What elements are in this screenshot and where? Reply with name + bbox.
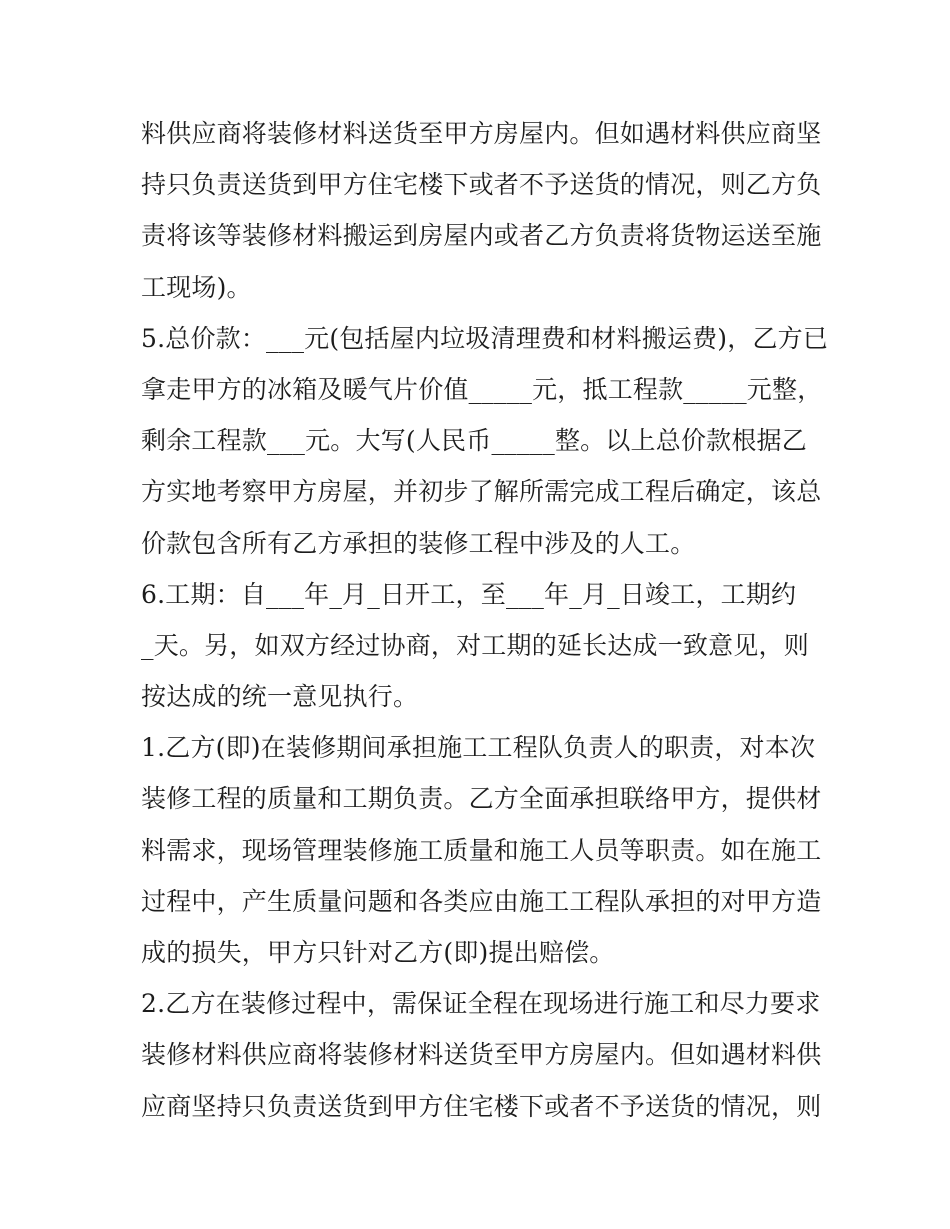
text-line: 方实地考察甲方房屋，并初步了解所需完成工程后确定，该总 xyxy=(141,477,822,507)
text-line: 2.乙方在装修过程中，需保证全程在现场进行施工和尽力要求 xyxy=(141,989,821,1019)
text-line: 过程中，产生质量问题和各类应由施工工程队承担的对甲方造 xyxy=(141,886,822,916)
text-line: 5.总价款：___元(包括屋内垃圾清理费和材料搬运费)，乙方已 xyxy=(141,323,829,353)
text-line: 拿走甲方的冰箱及暖气片价值_____元，抵工程款_____元整， xyxy=(141,374,823,404)
text-line: 成的损失，甲方只针对乙方(即)提出赔偿。 xyxy=(141,938,615,967)
text-line: 6.工期：自___年_月_日开工，至___年_月_日竣工，工期约 xyxy=(141,579,797,609)
text-line: 按达成的统一意见执行。 xyxy=(141,682,419,712)
text-line: 装修工程的质量和工期负责。乙方全面承担联络甲方，提供材 xyxy=(141,784,822,814)
text-line: 工现场)。 xyxy=(141,272,252,302)
text-line: 料供应商将装修材料送货至甲方房屋内。但如遇材料供应商坚 xyxy=(141,119,822,148)
text-line: 应商坚持只负责送货到甲方住宅楼下或者不予送货的情况，则 xyxy=(141,1091,822,1121)
contract-text xyxy=(141,108,829,1132)
text-line: 价款包含所有乙方承担的装修工程中涉及的人工。 xyxy=(141,528,696,558)
text-line: _天。另，如双方经过协商，对工期的延长达成一致意见，则 xyxy=(141,630,809,660)
text-line: 剩余工程款___元。大写(人民币_____整。以上总价款根据乙 xyxy=(141,426,807,456)
text-line: 责将该等装修材料搬运到房屋内或者乙方负责将货物运送至施 xyxy=(141,221,822,251)
text-line: 持只负责送货到甲方住宅楼下或者不予送货的情况，则乙方负 xyxy=(141,170,822,200)
text-line: 装修材料供应商将装修材料送货至甲方房屋内。但如遇材料供 xyxy=(141,1040,822,1070)
text-line: 料需求，现场管理装修施工质量和施工人员等职责。如在施工 xyxy=(141,835,822,865)
text-line: 1.乙方(即)在装修期间承担施工工程队负责人的职责，对本次 xyxy=(141,733,816,763)
